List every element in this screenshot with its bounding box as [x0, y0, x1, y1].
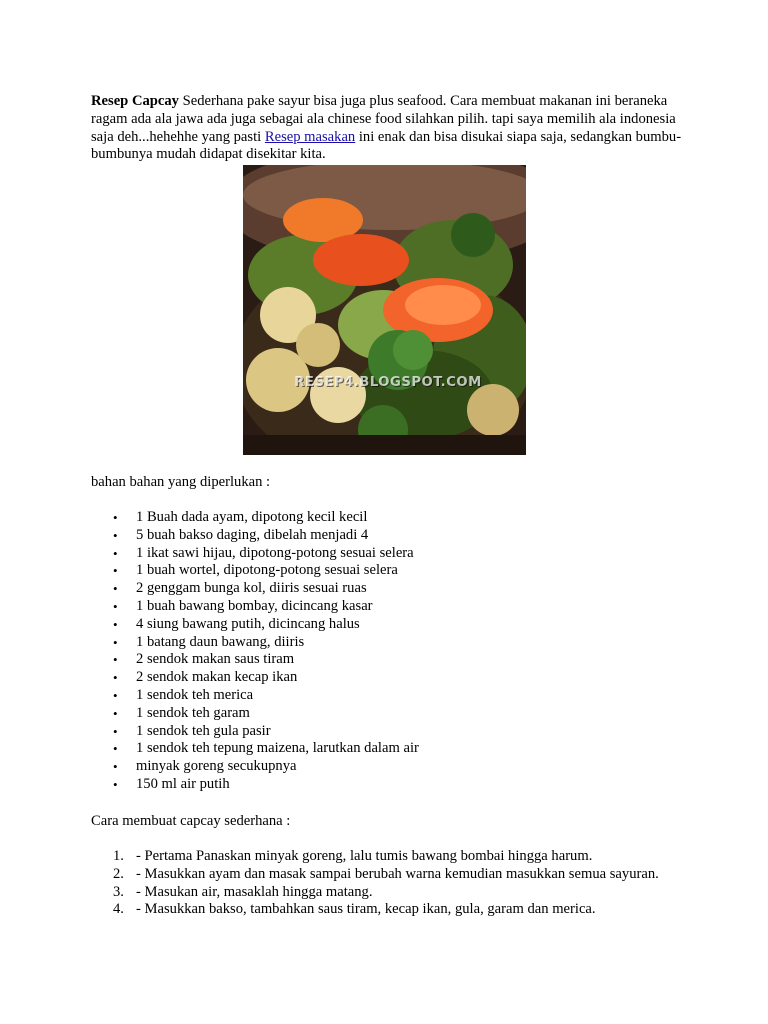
ingredient-text: 2 sendok makan kecap ikan	[136, 669, 298, 686]
bullet-icon: •	[113, 527, 118, 543]
ingredient-text: 150 ml air putih	[136, 775, 230, 792]
step-item	[91, 848, 731, 866]
ingredient-text: 1 ikat sawi hijau, dipotong-potong sesuai selera	[136, 544, 414, 561]
ingredient-text: minyak goreng secukupnya	[136, 758, 297, 775]
step-item	[91, 884, 731, 902]
ingredient-text: 5 buah bakso daging, dibelah menjadi 4	[136, 526, 369, 543]
ingredient-item	[91, 740, 691, 758]
step-text: - Masukkan ayam dan masak sampai berubah warna kemudian masukkan semua sayuran.	[136, 865, 659, 882]
ingredients-heading: bahan bahan yang diperlukan :	[91, 474, 271, 490]
bullet-icon: •	[113, 705, 118, 721]
recipe-title: Resep Capcay	[91, 93, 179, 109]
ingredient-item	[91, 616, 691, 634]
bullet-icon: •	[113, 687, 118, 703]
step-number: 3.	[113, 883, 124, 900]
ingredient-item	[91, 758, 691, 776]
step-text: - Masukkan bakso, tambahkan saus tiram, kecap ikan, gula, garam dan merica.	[136, 901, 596, 918]
bullet-icon: •	[113, 598, 118, 614]
step-number: 1.	[113, 848, 124, 864]
ingredient-item	[91, 509, 691, 527]
bullet-icon: •	[113, 581, 118, 597]
ingredient-item	[91, 687, 691, 705]
ingredient-text: 4 siung bawang putih, dicincang halus	[136, 615, 360, 632]
ingredient-text: 1 Buah dada ayam, dipotong kecil kecil	[136, 509, 368, 525]
ingredient-item	[91, 651, 691, 669]
ingredient-item	[91, 723, 691, 741]
photo-watermark: RESEP4.BLOGSPOT.COM	[294, 375, 482, 390]
ingredient-text: 1 batang daun bawang, diiris	[136, 633, 305, 650]
capcay-photo-illustration	[243, 165, 526, 455]
bullet-icon: •	[113, 652, 118, 668]
ingredient-text: 1 buah wortel, dipotong-potong sesuai selera	[136, 562, 398, 579]
capcay-photo	[243, 165, 526, 455]
intro-text-before-link: Sederhana pake sayur bisa juga plus seafood. Cara membuat makanan ini beraneka ragam ada ala jawa ada juga sebagai ala chinese food silahkan pilih. tapi saya memilih ala indonesia saja deh...hehehhe yang pasti	[91, 93, 676, 145]
ingredient-item	[91, 562, 691, 580]
ingredient-item	[91, 776, 691, 794]
resep-masakan-link[interactable]: Resep masakan	[264, 128, 356, 145]
ingredient-item	[91, 669, 691, 687]
ingredient-item	[91, 705, 691, 723]
step-number: 4.	[113, 901, 124, 918]
bullet-icon: •	[113, 670, 118, 686]
bullet-icon: •	[113, 563, 118, 579]
ingredient-item	[91, 545, 691, 563]
ingredient-text: 1 sendok teh garam	[136, 704, 250, 721]
bullet-icon: •	[113, 776, 118, 792]
bullet-icon: •	[113, 545, 118, 561]
step-text: - Pertama Panaskan minyak goreng, lalu tumis bawang bombai hingga harum.	[136, 848, 593, 864]
bullet-icon: •	[113, 634, 118, 650]
ingredient-text: 1 sendok teh merica	[136, 686, 254, 703]
step-text: - Masukan air, masaklah hingga matang.	[136, 883, 373, 900]
step-number: 2.	[113, 865, 124, 882]
ingredient-text: 1 sendok teh gula pasir	[136, 722, 271, 739]
ingredient-text: 1 sendok teh tepung maizena, larutkan dalam air	[136, 740, 419, 757]
intro-paragraph	[91, 93, 691, 164]
bullet-icon: •	[113, 616, 118, 632]
ingredient-item	[91, 598, 691, 616]
bullet-icon: •	[113, 759, 118, 775]
steps-heading: Cara membuat capcay sederhana :	[91, 813, 291, 829]
ingredient-text: 1 buah bawang bombay, dicincang kasar	[136, 597, 373, 614]
bullet-icon: •	[113, 510, 118, 525]
ingredient-item	[91, 527, 691, 545]
step-item	[91, 866, 731, 884]
ingredient-text: 2 sendok makan saus tiram	[136, 651, 295, 668]
steps-list	[91, 848, 731, 919]
ingredients-list	[91, 509, 691, 794]
bullet-icon: •	[113, 741, 118, 757]
ingredient-item	[91, 634, 691, 652]
ingredient-item	[91, 580, 691, 598]
ingredient-text: 2 genggam bunga kol, diiris sesuai ruas	[136, 580, 367, 597]
intro-text-after-link: ini enak dan bisa disukai siapa saja, sedangkan bumbu-bumbunya mudah didapat disekitar kita.	[91, 128, 682, 163]
bullet-icon: •	[113, 723, 118, 739]
step-item	[91, 901, 731, 919]
